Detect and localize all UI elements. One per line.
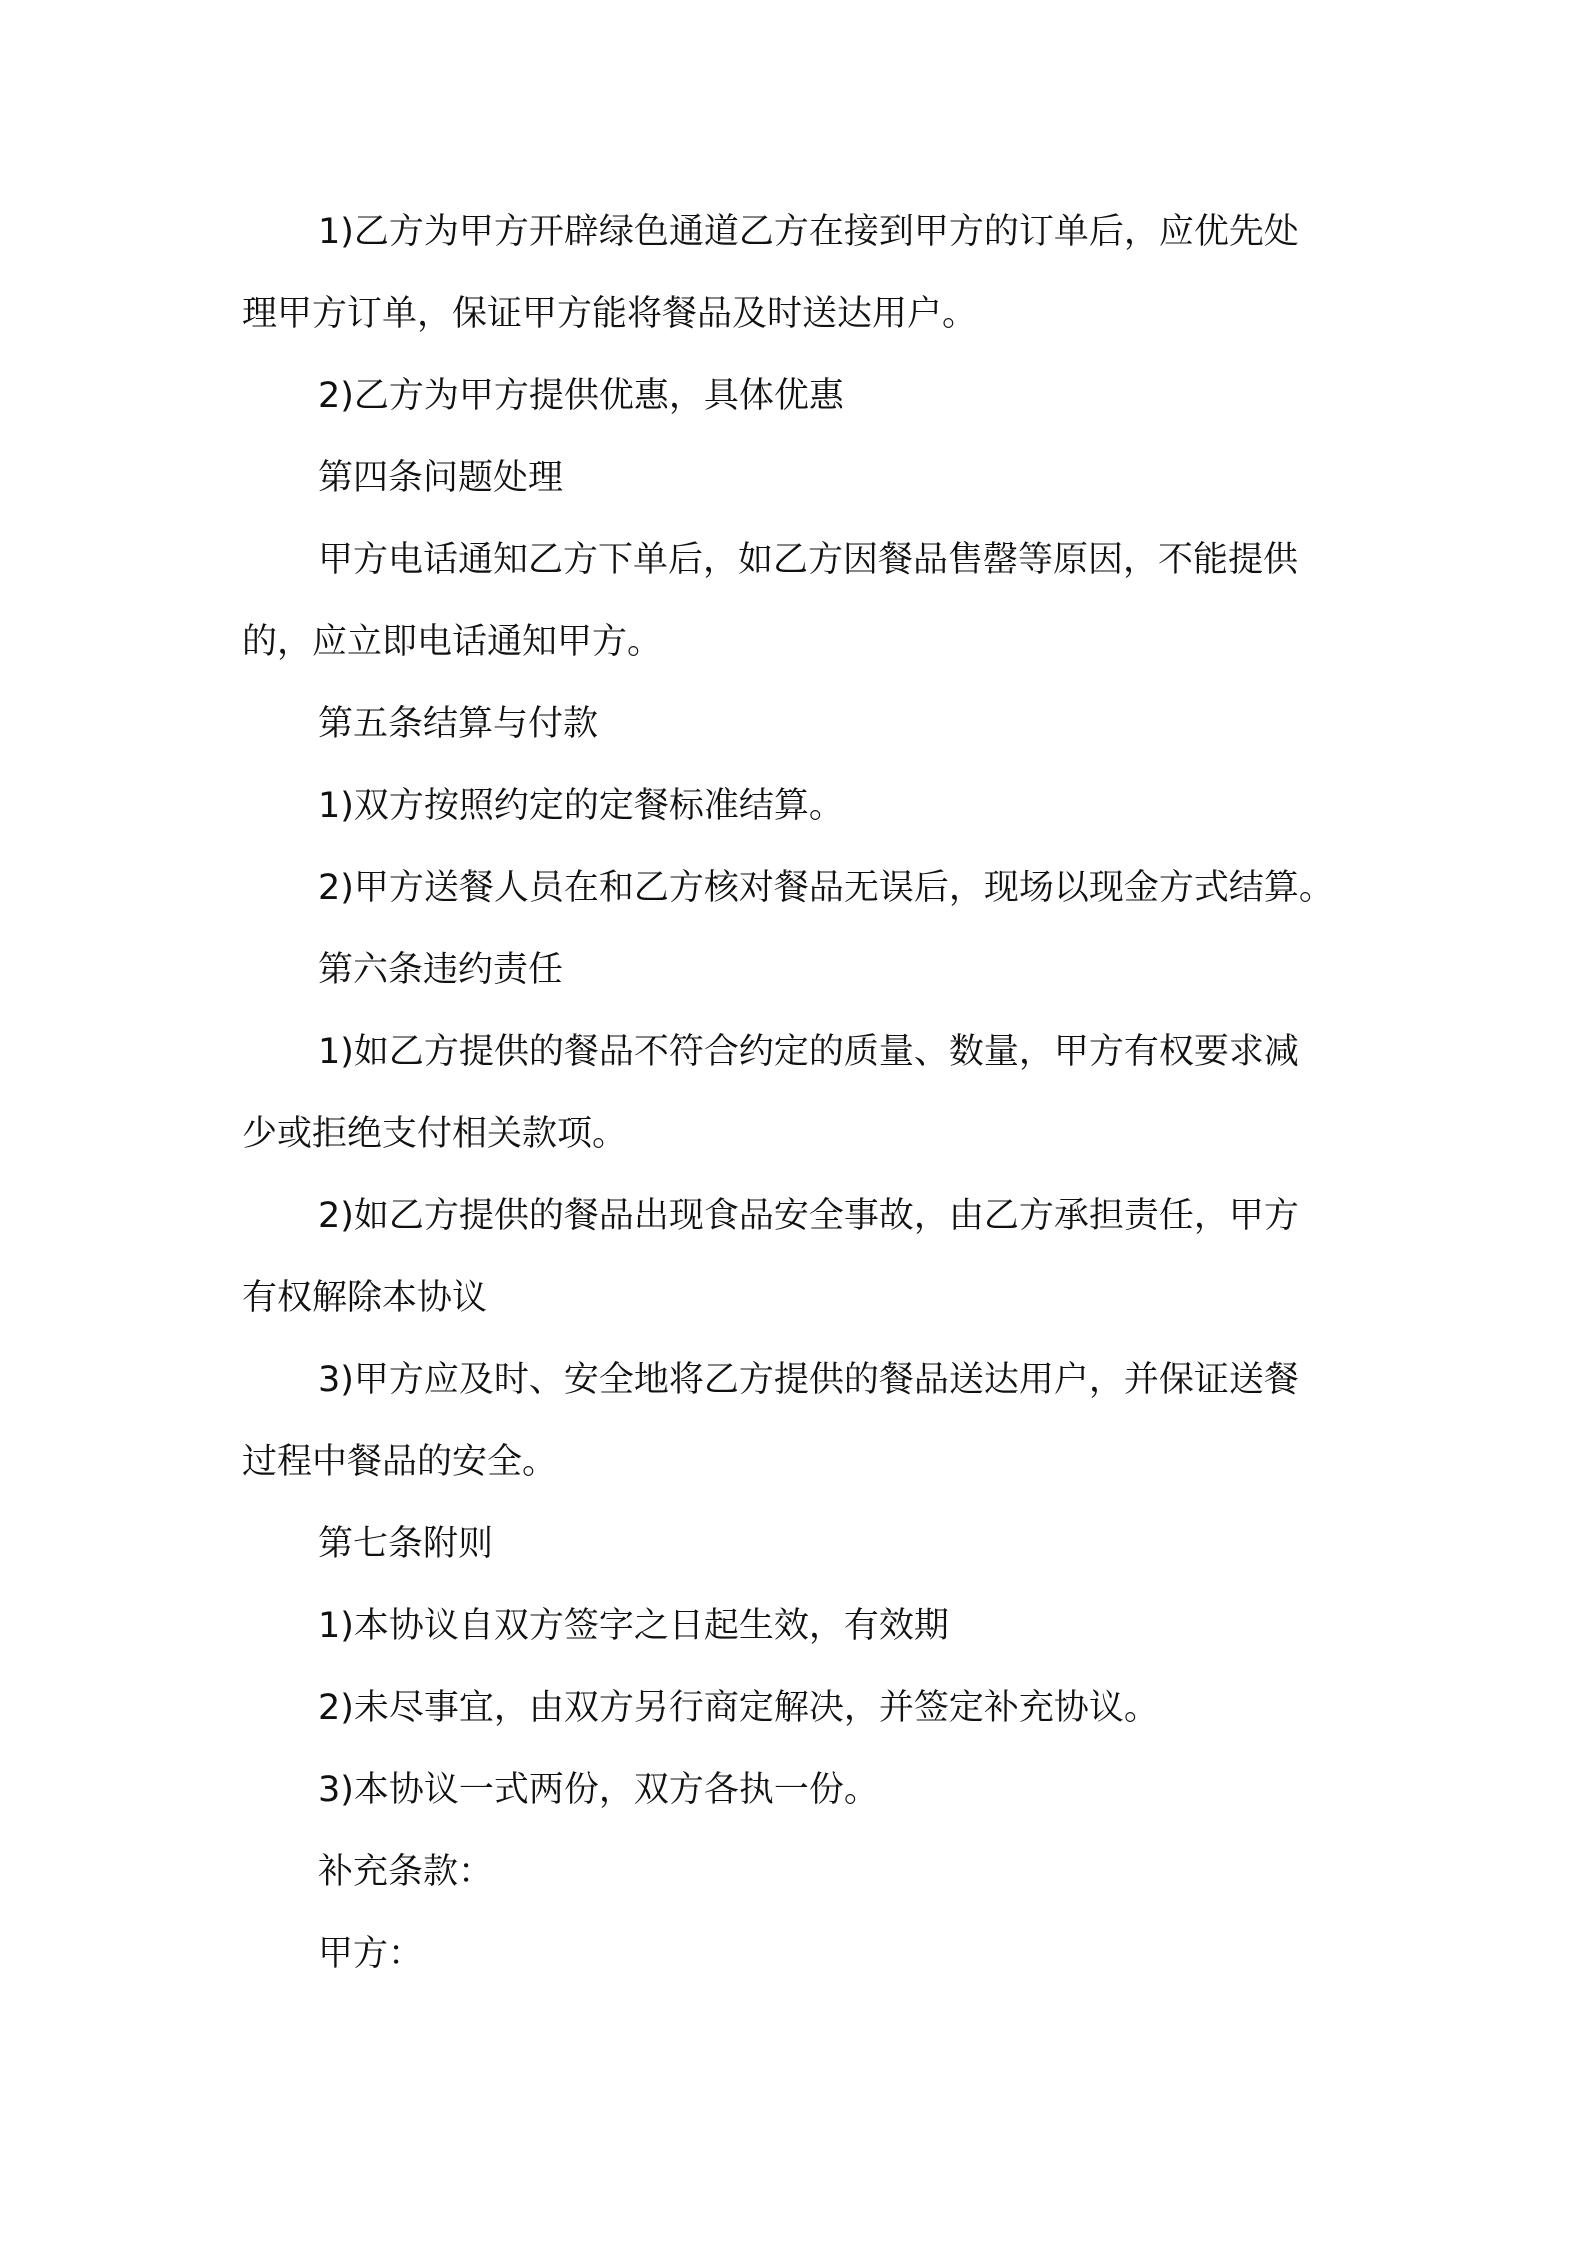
clause-4-text-line-1: 甲方电话通知乙方下单后，如乙方因餐品售罄等原因，不能提供: [318, 540, 1299, 580]
clause-7-heading: 第七条附则: [318, 1524, 494, 1564]
clause-3-item-2: 2)乙方为甲方提供优惠，具体优惠: [318, 376, 844, 416]
clause-6-item-3-line-2: 过程中餐品的安全。: [242, 1442, 558, 1482]
clause-6-item-1-line-1: 1)如乙方提供的餐品不符合约定的质量、数量，甲方有权要求减: [318, 1032, 1299, 1072]
clause-6-item-1-line-2: 少或拒绝支付相关款项。: [242, 1114, 628, 1154]
clause-5-item-2: 2)甲方送餐人员在和乙方核对餐品无误后，现场以现金方式结算。: [318, 868, 1334, 908]
clause-7-item-1: 1)本协议自双方签字之日起生效，有效期: [318, 1606, 949, 1646]
clause-3-item-1-line-2: 理甲方订单，保证甲方能将餐品及时送达用户。: [242, 294, 978, 334]
clause-6-item-2-line-2: 有权解除本协议: [242, 1278, 488, 1318]
clause-4-heading: 第四条问题处理: [318, 458, 564, 498]
clause-6-item-3-line-1: 3)甲方应及时、安全地将乙方提供的餐品送达用户，并保证送餐: [318, 1360, 1299, 1400]
supplementary-terms-label: 补充条款：: [318, 1852, 494, 1892]
clause-6-heading: 第六条违约责任: [318, 950, 564, 990]
clause-6-item-2-line-1: 2)如乙方提供的餐品出现食品安全事故，由乙方承担责任，甲方: [318, 1196, 1299, 1236]
clause-7-item-2: 2)未尽事宜，由双方另行商定解决，并签定补充协议。: [318, 1688, 1159, 1728]
clause-5-item-1: 1)双方按照约定的定餐标准结算。: [318, 786, 844, 826]
party-a-label: 甲方：: [318, 1934, 424, 1974]
clause-5-heading: 第五条结算与付款: [318, 704, 599, 744]
clause-7-item-3: 3)本协议一式两份，双方各执一份。: [318, 1770, 879, 1810]
clause-4-text-line-2: 的，应立即电话通知甲方。: [242, 622, 663, 662]
clause-3-item-1-line-1: 1)乙方为甲方开辟绿色通道乙方在接到甲方的订单后，应优先处: [318, 212, 1299, 252]
